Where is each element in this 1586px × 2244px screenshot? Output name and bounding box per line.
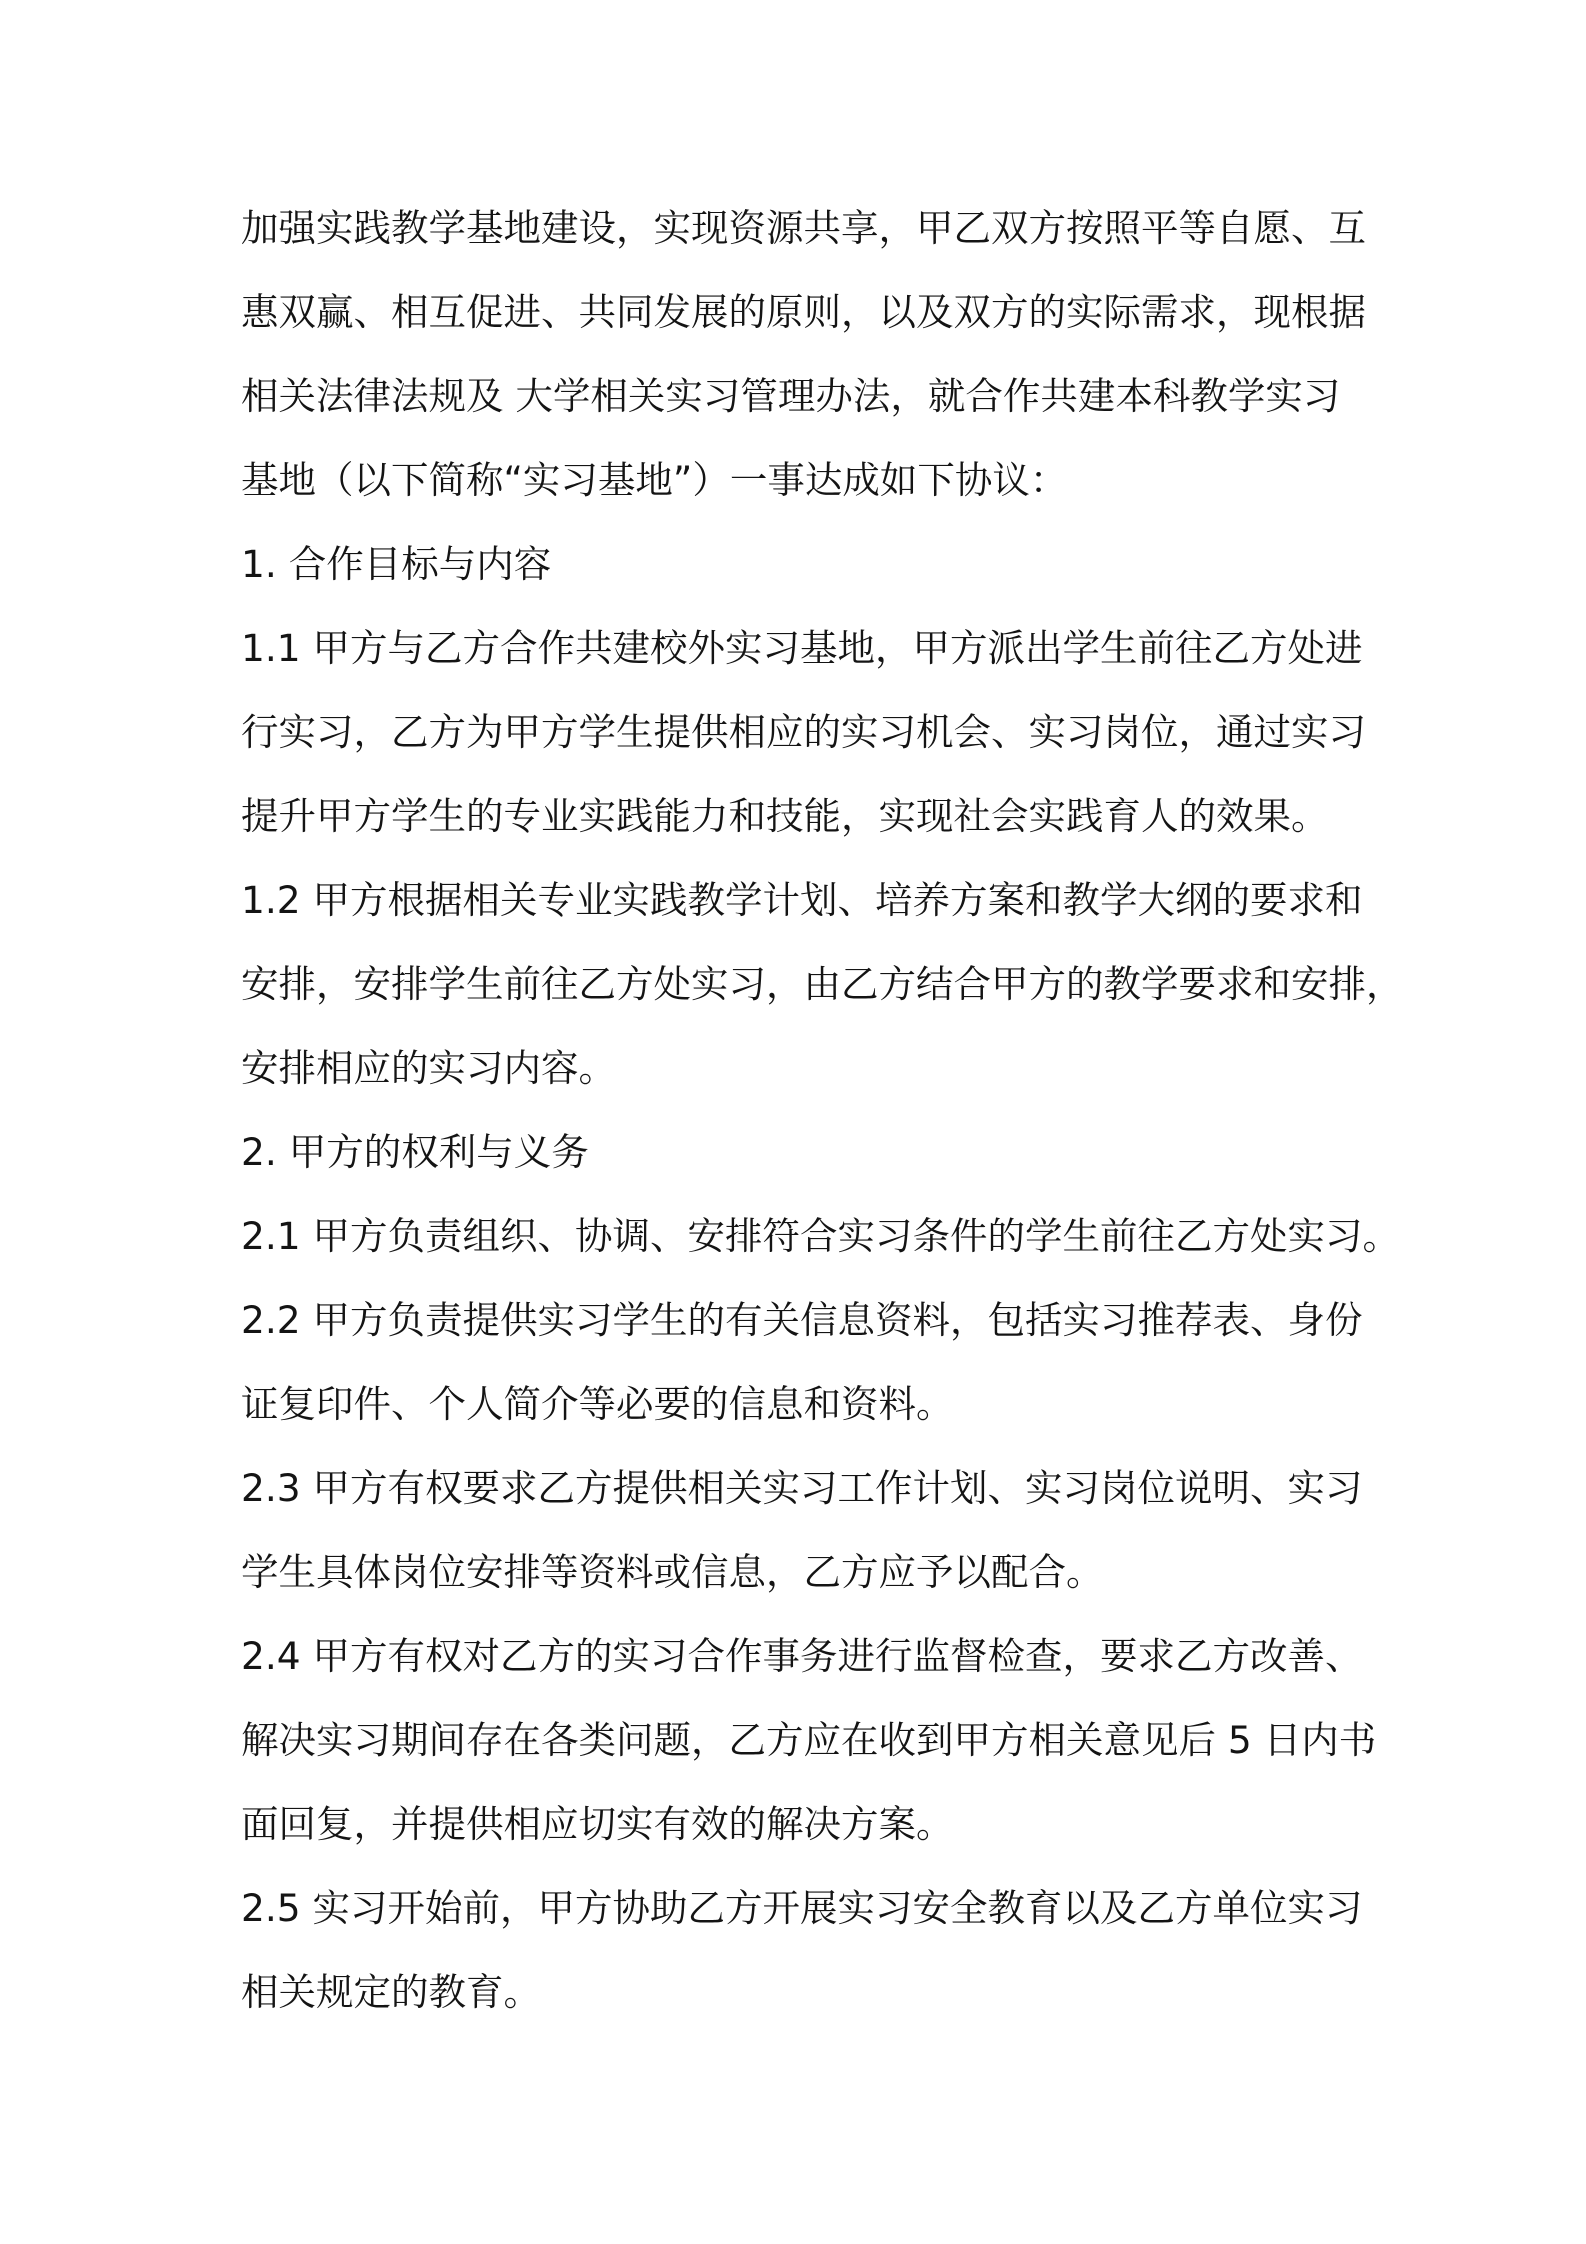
clause-2-5 <box>241 1866 1361 2034</box>
text-line: 证复印件、个人简介等必要的信息和资料。 <box>241 1382 954 1426</box>
text-line: 安排相应的实习内容。 <box>241 1046 616 1090</box>
text-line: 安排，安排学生前往乙方处实习，由乙方结合甲方的教学要求和安排， <box>241 962 1404 1006</box>
text-line: 解决实习期间存在各类问题，乙方应在收到甲方相关意见后 5 日内书 <box>241 1718 1377 1762</box>
clause-2-1 <box>241 1194 1401 1278</box>
text-line: 面回复，并提供相应切实有效的解决方案。 <box>241 1802 954 1846</box>
text-line: 2.5 实习开始前，甲方协助乙方开展实习安全教育以及乙方单位实习 <box>241 1886 1363 1930</box>
document-body <box>241 186 1404 2034</box>
clause-2-3 <box>241 1446 1361 1614</box>
text-line: 1.1 甲方与乙方合作共建校外实习基地，甲方派出学生前往乙方处进 <box>241 626 1363 670</box>
text-line: 2.3 甲方有权要求乙方提供相关实习工作计划、实习岗位说明、实习 <box>241 1466 1363 1510</box>
clause-2-4 <box>241 1614 1377 1866</box>
text-line: 2.1 甲方负责组织、协调、安排符合实习条件的学生前往乙方处实习。 <box>241 1214 1401 1258</box>
text-line: 惠双赢、相互促进、共同发展的原则，以及双方的实际需求，现根据 <box>241 290 1366 334</box>
text-line: 行实习，乙方为甲方学生提供相应的实习机会、实习岗位，通过实习 <box>241 710 1366 754</box>
clause-2-2 <box>241 1278 1361 1446</box>
clause-1-2 <box>241 858 1404 1110</box>
text-line: 学生具体岗位安排等资料或信息，乙方应予以配合。 <box>241 1550 1104 1594</box>
text-line: 基地（以下简称“实习基地”）一事达成如下协议： <box>241 458 1068 502</box>
clause-1-1 <box>241 606 1366 858</box>
text-line: 1.2 甲方根据相关专业实践教学计划、培养方案和教学大纲的要求和 <box>241 878 1363 922</box>
heading-line: 1. 合作目标与内容 <box>241 542 552 586</box>
text-line: 相关法律法规及 大学相关实习管理办法，就合作共建本科教学实习 <box>241 374 1341 418</box>
text-line: 2.2 甲方负责提供实习学生的有关信息资料，包括实习推荐表、身份 <box>241 1298 1363 1342</box>
section-heading-2 <box>241 1110 1361 1194</box>
text-line: 相关规定的教育。 <box>241 1970 541 2014</box>
text-line: 2.4 甲方有权对乙方的实习合作事务进行监督检查，要求乙方改善、 <box>241 1634 1363 1678</box>
heading-line: 2. 甲方的权利与义务 <box>241 1130 589 1174</box>
paragraph-intro <box>241 186 1366 522</box>
section-heading-1 <box>241 522 1361 606</box>
text-line: 加强实践教学基地建设，实现资源共享，甲乙双方按照平等自愿、互 <box>241 206 1366 250</box>
text-line: 提升甲方学生的专业实践能力和技能，实现社会实践育人的效果。 <box>241 794 1329 838</box>
